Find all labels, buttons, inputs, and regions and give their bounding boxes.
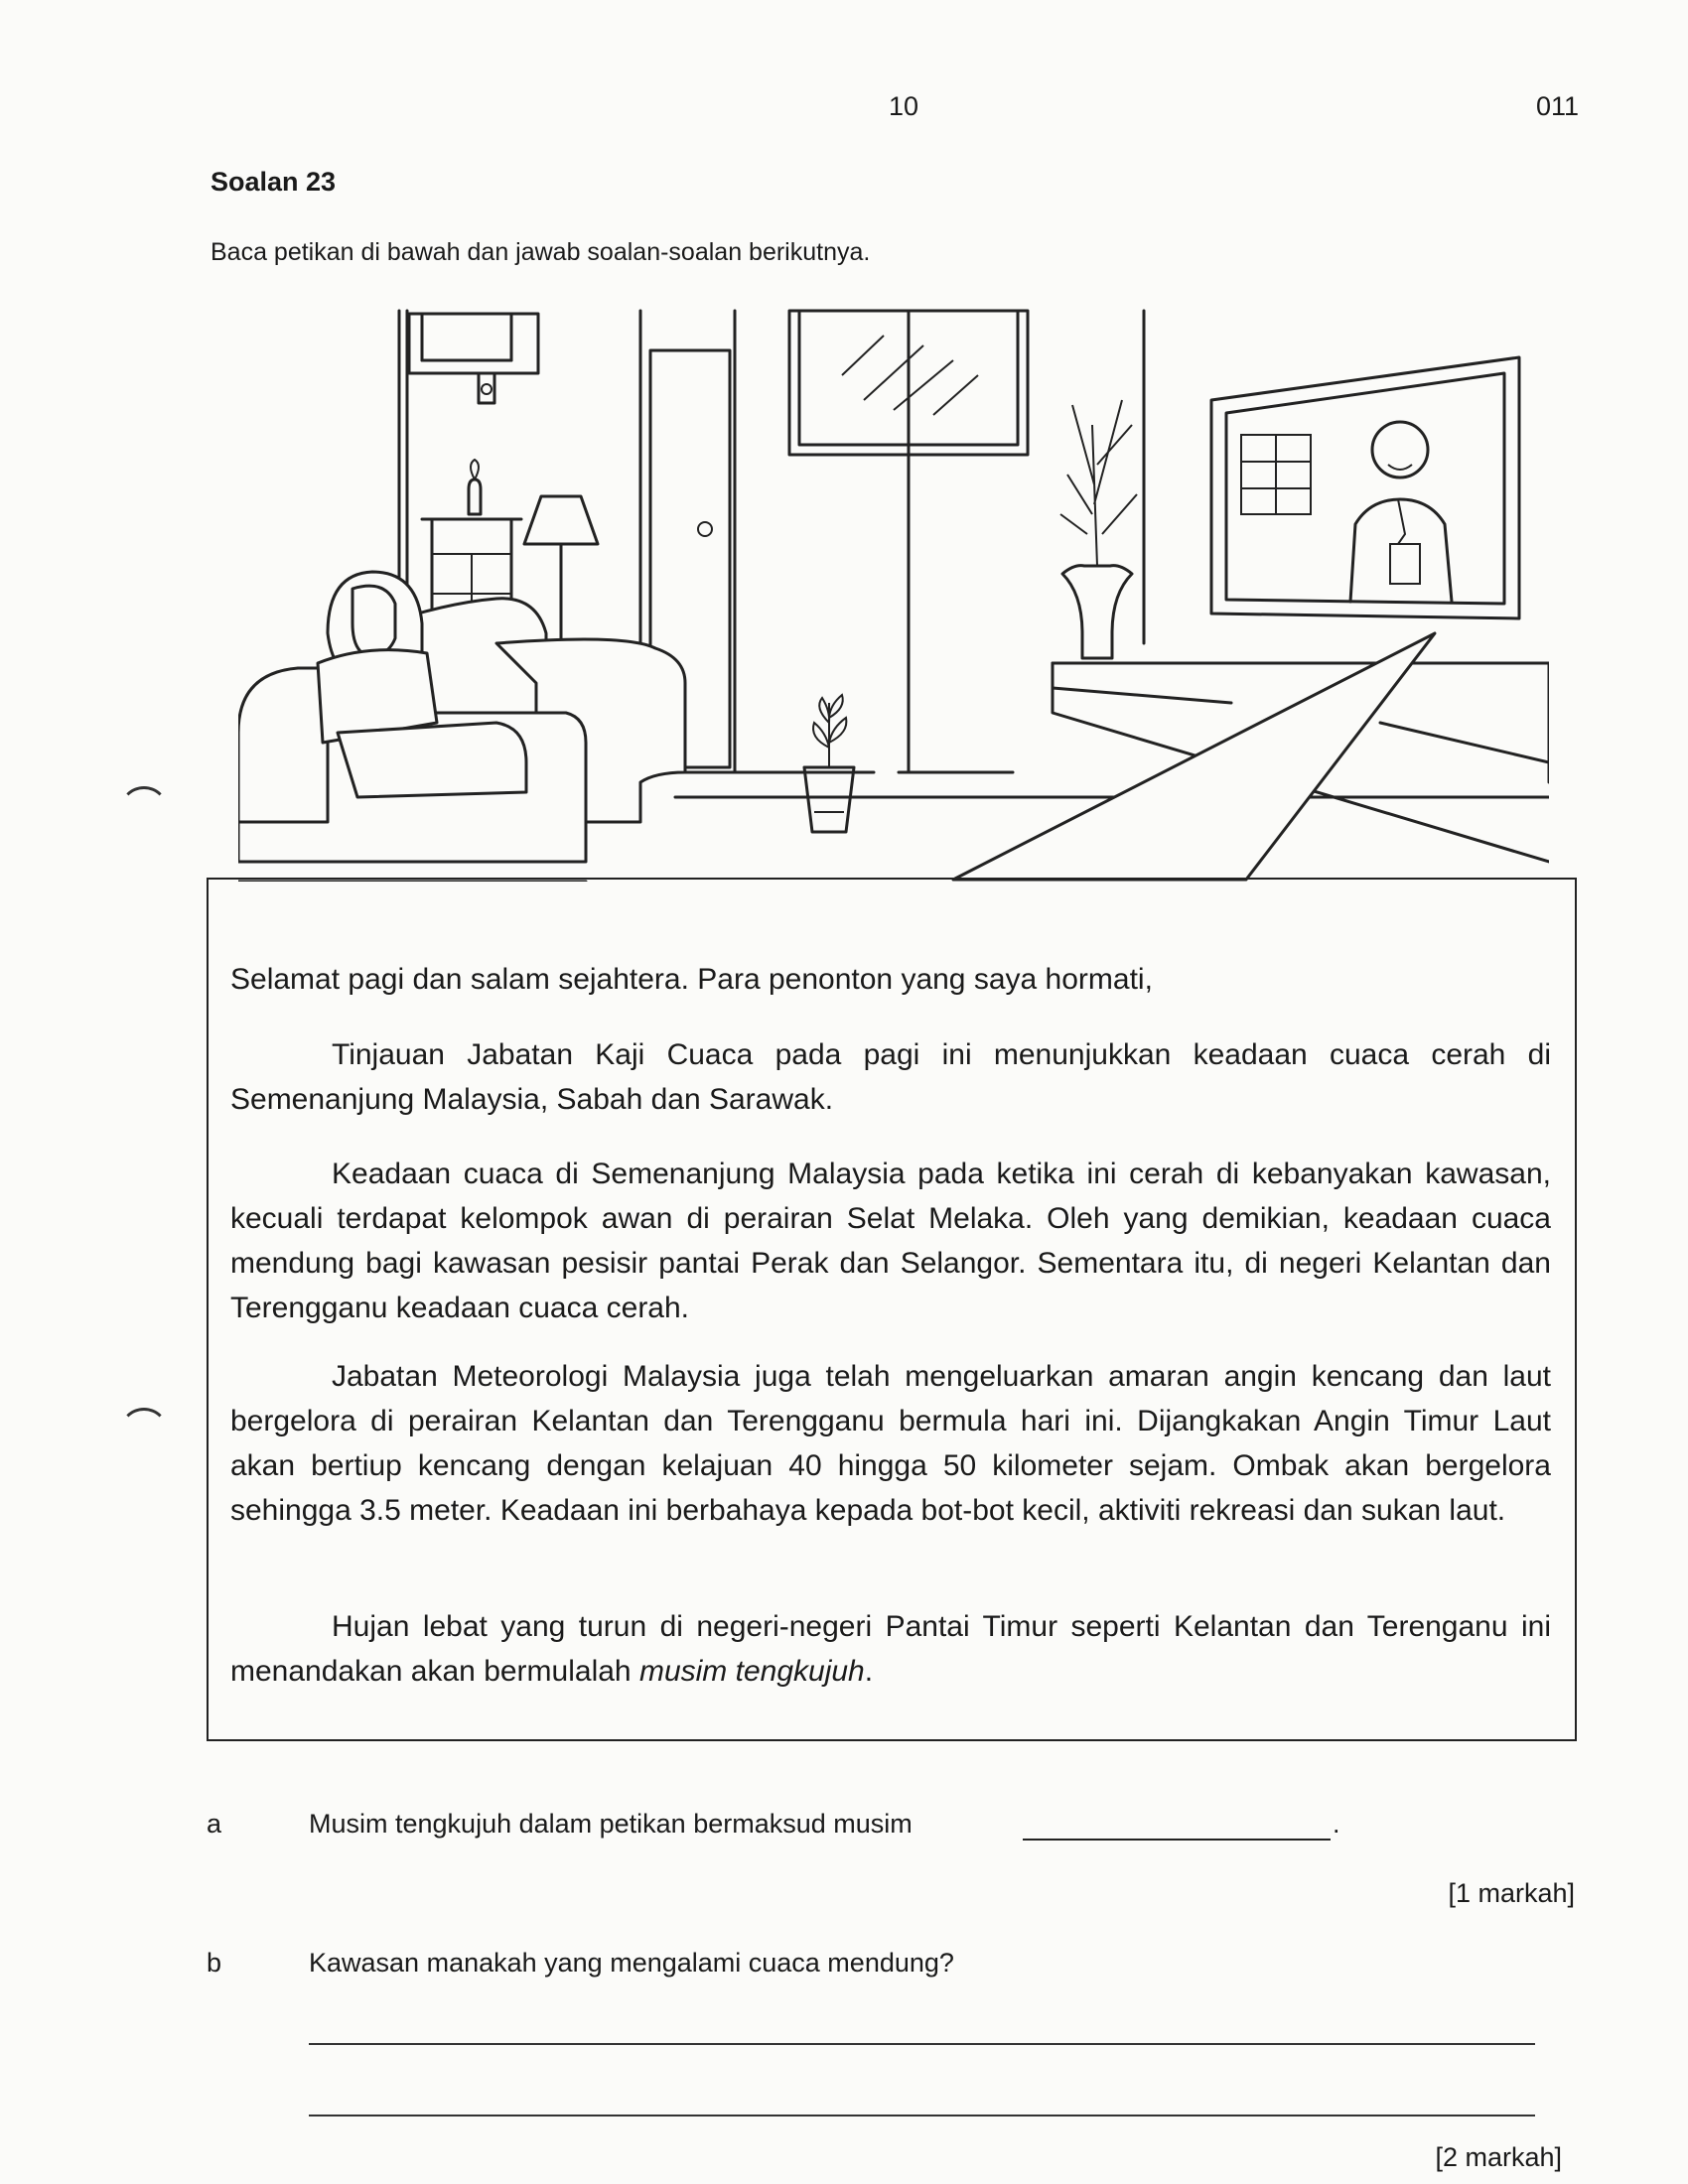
passage-paragraph-4-end: . (864, 1655, 874, 1688)
passage-paragraph-3: Jabatan Meteorologi Malaysia juga telah mengeluarkan amaran angin kencang dan laut bergelora di perairan Kelantan dan Terengganu bermula hari ini. Dijangkakan Angin Timur Laut akan bertiup kencang dengan kelajuan 40 hingga 50 kilometer sejam. Ombak akan bergelora sehingga 3.5 meter. Keadaan ini berbahaya kepada bot-bot kecil, aktiviti rekreasi dan sukan laut. (230, 1360, 1551, 1527)
question-instruction: Baca petikan di bawah dan jawab soalan-soalan berikutnya. (211, 238, 871, 266)
wall-lamp (479, 373, 494, 403)
subquestion-a-marks: [1 markah] (1448, 1878, 1575, 1908)
subquestion-b-answer-line[interactable] (309, 2115, 1535, 2116)
subquestion-b-marks: [2 markah] (1435, 2142, 1562, 2172)
subquestion-a-answer-blank[interactable] (1023, 1839, 1331, 1841)
passage-greeting: Selamat pagi dan salam sejahtera. Para penonton yang saya hormati, (230, 963, 1153, 996)
punch-hole-top (119, 786, 169, 836)
page-number: 10 (888, 91, 919, 121)
subquestion-b-text: Kawasan manakah yang mengalami cuaca mendung? (309, 1948, 954, 1978)
punch-hole-bottom (119, 1408, 169, 1457)
subquestion-b-answer-line[interactable] (309, 2043, 1535, 2045)
vase-with-branches (1060, 400, 1137, 658)
passage-paragraph-4 (230, 1604, 1551, 1694)
passage-paragraph-2: Keadaan cuaca di Semenanjung Malaysia pada ketika ini cerah di kebanyakan kawasan, kecuali terdapat kelompok awan di perairan Selat Melaka. Oleh yang demikian, keadaan cuaca mendung bagi kawasan pesisir pantai Perak dan Selangor. Sementara itu, di negeri Kelantan dan Terengganu keadaan cuaca cerah. (230, 1158, 1551, 1324)
wall-cabinet (409, 314, 538, 373)
passage-paragraph-4-lead: Hujan lebat yang turun di negeri-negeri Pantai Timur seperti Kelantan dan Terenganu ini menandakan akan bermulalah (230, 1610, 1551, 1688)
question-title: Soalan 23 (211, 167, 337, 197)
paper-code: 011 (1535, 91, 1579, 121)
subquestion-a-label: a (207, 1809, 222, 1839)
subquestion-a-text: Musim tengkujuh dalam petikan bermaksud musim (309, 1809, 913, 1839)
subquestion-b-label: b (207, 1948, 222, 1978)
passage-italic-term: musim tengkujuh (638, 1655, 865, 1688)
potted-plant (804, 695, 854, 832)
speech-pointer (953, 633, 1435, 880)
subquestion-a-end: . (1333, 1809, 1340, 1839)
television (1211, 357, 1519, 618)
passage-paragraph-1: Tinjauan Jabatan Kaji Cuaca pada pagi ini menunjukkan keadaan cuaca cerah di Semenanjung Malaysia, Sabah dan Sarawak. (230, 1038, 1551, 1116)
living-room-illustration (238, 306, 1549, 882)
